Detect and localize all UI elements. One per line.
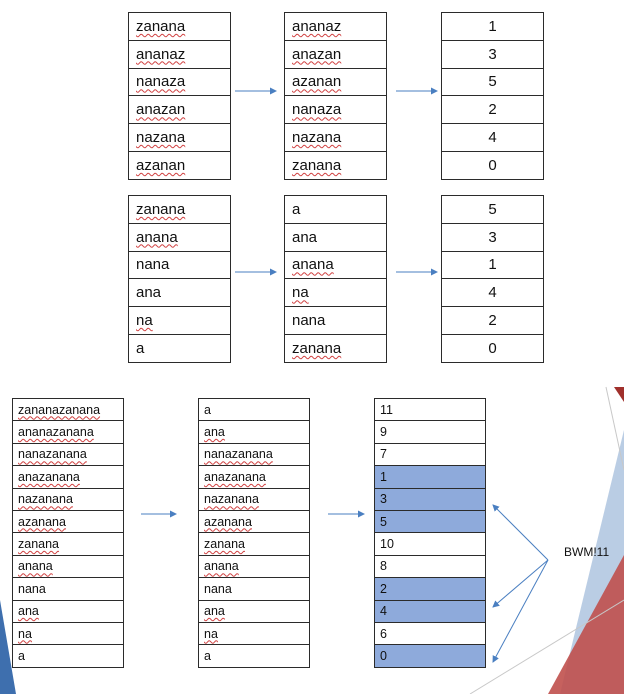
top-rotation-cell-text: nazana xyxy=(136,129,186,147)
bottom-index-cell-text: 11 xyxy=(380,402,393,417)
bottom-sorted-cell-text: azanana xyxy=(204,514,252,529)
top-index-cell-text: 3 xyxy=(488,45,497,63)
bottom-suffix-cell-text: ananazanana xyxy=(18,425,94,440)
bottom-index-cell-text: 9 xyxy=(380,425,387,440)
middle-suffix-cell-text: ana xyxy=(136,284,162,302)
bwm-arrow-up xyxy=(493,505,548,560)
bottom-sorted-cell-text: nazanana xyxy=(204,492,259,507)
top-rotation-cell-text: anazan xyxy=(136,101,186,119)
bottom-suffix-cell-text: nazanana xyxy=(18,492,73,507)
bottom-suffix-cell-text: zanana xyxy=(18,537,60,552)
top-index-cell-text: 1 xyxy=(488,17,497,35)
bottom-sorted-cell-text: ana xyxy=(204,425,225,440)
bottom-suffix-cell-text: nana xyxy=(18,581,46,596)
middle-index-cell-text: 3 xyxy=(488,228,497,246)
top-sorted-cell-text: azanan xyxy=(292,73,342,91)
bottom-suffix-cell-text: zananazanana xyxy=(18,402,101,417)
bottom-suffix-cell-text: a xyxy=(18,648,25,663)
top-rotation-cell-text: azanan xyxy=(136,156,186,174)
middle-sorted-cell-text: anana xyxy=(292,256,334,274)
top-rotation-cell-text: ananaz xyxy=(136,45,186,63)
middle-sorted-cell-text: ana xyxy=(292,228,318,246)
bottom-sorted-cell-text: a xyxy=(204,648,211,663)
bottom-suffix-cell-text: anazanana xyxy=(18,469,80,484)
bottom-index-cell-text: 3 xyxy=(380,492,387,507)
bottom-index-cell-text: 7 xyxy=(380,447,387,462)
middle-sorted-cell-text: a xyxy=(292,200,301,218)
middle-index-cell-text: 0 xyxy=(488,339,497,357)
top-sorted-cell-text: ananaz xyxy=(292,17,342,35)
top-index-cell-text: 4 xyxy=(488,129,497,147)
middle-sorted-cell-text: zanana xyxy=(292,339,342,357)
top-sorted-cell-text: nazana xyxy=(292,129,342,147)
bwm-arrow-mid xyxy=(493,560,548,607)
top-index-cell-text: 0 xyxy=(488,156,497,174)
middle-suffix-cell-text: zanana xyxy=(136,200,186,218)
bottom-index-cell-text: 8 xyxy=(380,559,387,574)
bottom-sorted-cell-text: nana xyxy=(204,581,232,596)
bottom-suffix-cell-text: ana xyxy=(18,604,39,619)
middle-sorted-cell-text: na xyxy=(292,284,309,302)
middle-index-cell-text: 4 xyxy=(488,284,497,302)
bottom-index-cell-text: 1 xyxy=(380,469,387,484)
bottom-index-cell-text: 5 xyxy=(380,514,387,529)
middle-suffix-cell-text: anana xyxy=(136,228,178,246)
middle-index-cell-text: 2 xyxy=(488,312,497,330)
middle-suffix-cell-text: a xyxy=(136,339,145,357)
top-index-cell-text: 5 xyxy=(488,73,497,91)
middle-suffix-cell-text: na xyxy=(136,312,153,330)
bwm-annotation: BWM!11 xyxy=(564,545,610,559)
bottom-suffix-cell-text: na xyxy=(18,626,32,641)
bottom-index-cell-text: 6 xyxy=(380,626,387,641)
middle-index-cell-text: 1 xyxy=(488,256,497,274)
bottom-index-cell-text: 0 xyxy=(380,648,387,663)
top-sorted-cell-text: anazan xyxy=(292,45,342,63)
bottom-sorted-cell-text: anana xyxy=(204,559,239,574)
bottom-suffix-cell-text: azanana xyxy=(18,514,66,529)
bottom-suffix-cell-text: nanazanana xyxy=(18,447,87,462)
middle-sorted-cell-text: nana xyxy=(292,312,326,330)
bottom-sorted-cell-text: anazanana xyxy=(204,469,266,484)
middle-suffix-cell-text: nana xyxy=(136,256,170,274)
top-sorted-cell-text: zanana xyxy=(292,156,342,174)
bottom-index-cell-text: 4 xyxy=(380,604,387,619)
bottom-sorted-cell-text: a xyxy=(204,402,211,417)
bottom-sorted-cell-text: nanazanana xyxy=(204,447,273,462)
bwm-arrow-down xyxy=(493,560,548,662)
middle-index-cell-text: 5 xyxy=(488,200,497,218)
bottom-sorted-cell-text: ana xyxy=(204,604,225,619)
bottom-sorted-cell-text: na xyxy=(204,626,218,641)
bottom-suffix-cell-text: anana xyxy=(18,559,53,574)
top-index-cell-text: 2 xyxy=(488,101,497,119)
top-rotation-cell-text: nanaza xyxy=(136,73,186,91)
top-rotation-cell-text: zanana xyxy=(136,17,186,35)
bottom-sorted-cell-text: zanana xyxy=(204,537,246,552)
bottom-index-cell-text: 2 xyxy=(380,581,387,596)
top-sorted-cell-text: nanaza xyxy=(292,101,342,119)
bottom-index-cell-text: 10 xyxy=(380,537,394,552)
